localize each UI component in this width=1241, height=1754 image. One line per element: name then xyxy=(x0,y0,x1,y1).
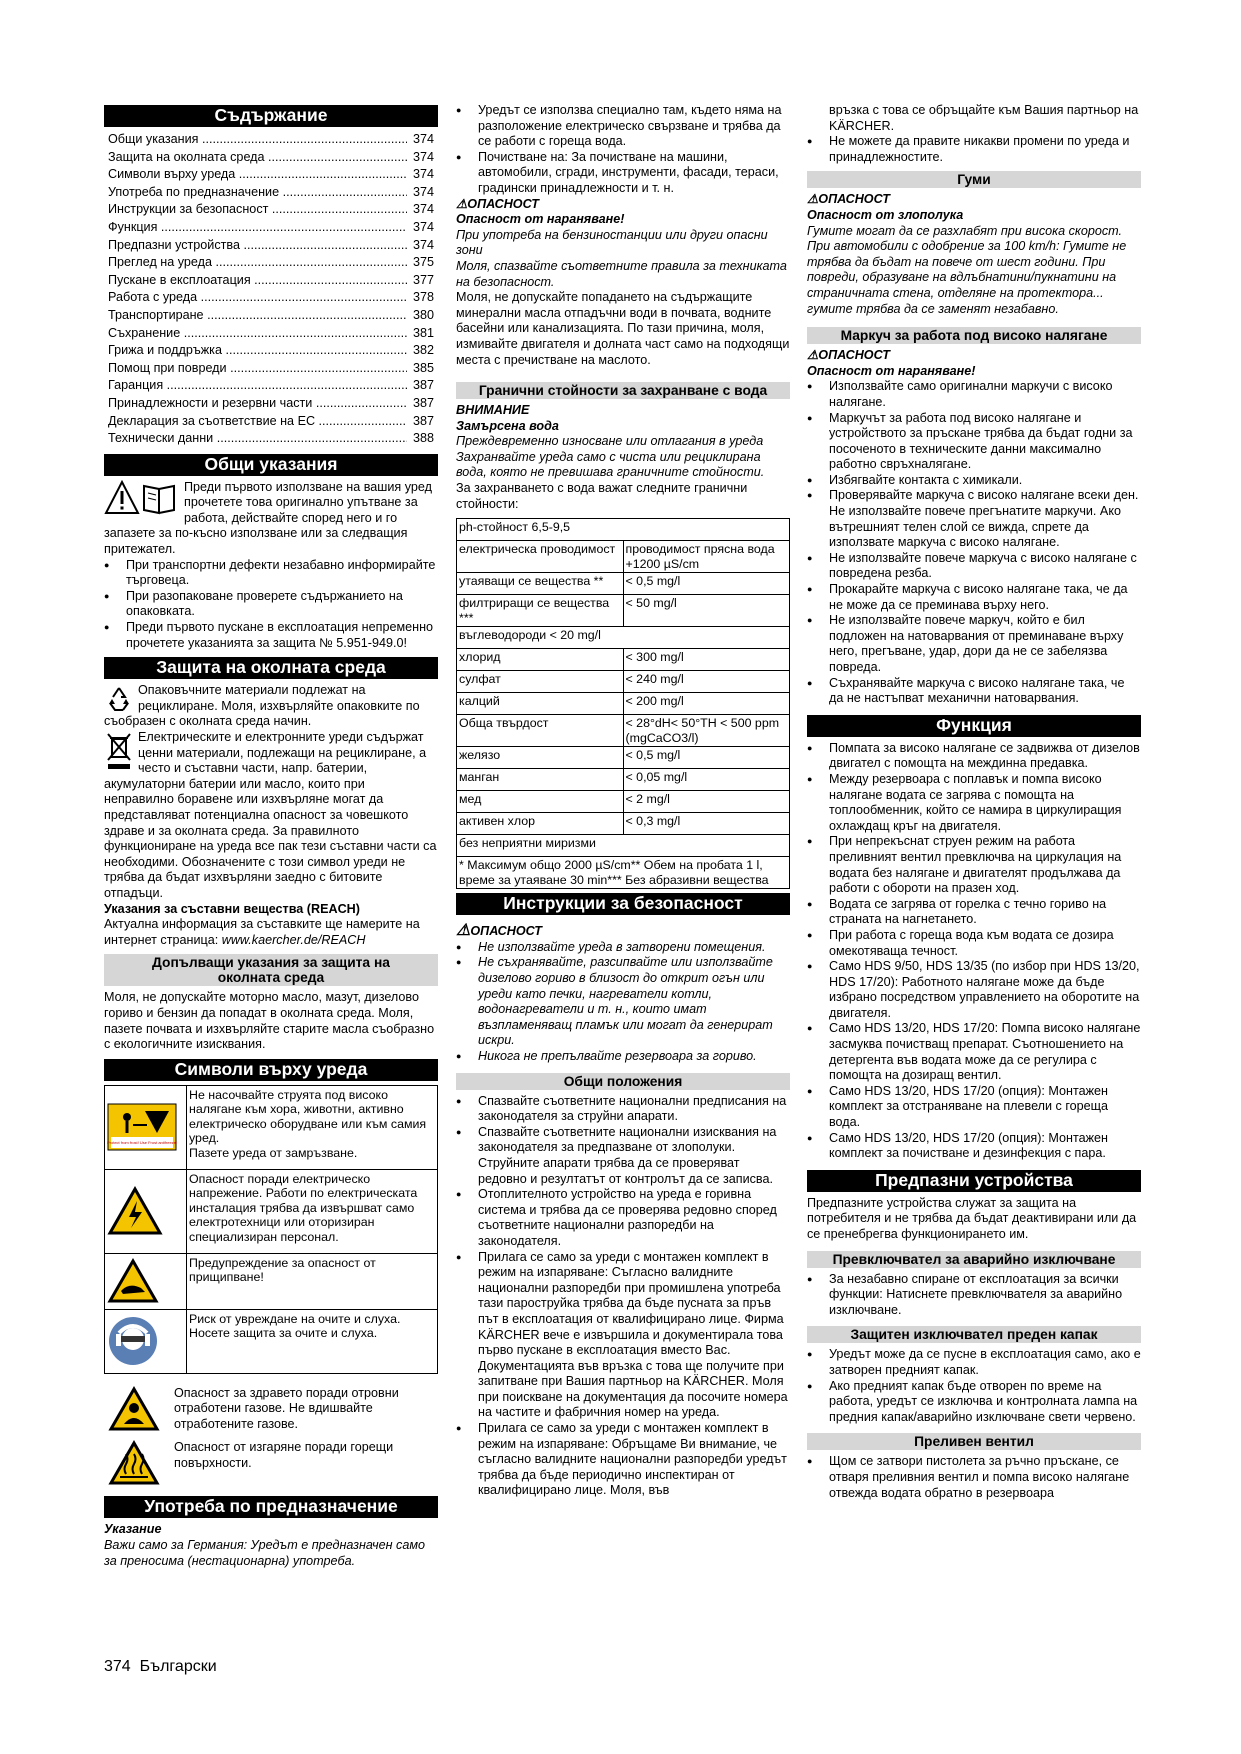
table-row xyxy=(457,693,790,715)
reach-text: Актуална информация за съставките ще намерите на интернет страница: www.kaercher.de/REACH xyxy=(104,917,420,947)
toc-entry-label: Принадлежности и резервни части ..... xyxy=(108,395,407,413)
table-cell: < 240 mg/l xyxy=(623,671,790,693)
list-item: ● Само HDS 9/50, HDS 13/35 (по избор при HDS 13/20, HDS 17/20): Работното налягане може да бъде избрано посредством управлението на оборотите на двигателя. xyxy=(807,959,1141,1021)
list-item: ● Не използвайте повече маркуч, който е бил подложен на натоварвания от преминаване върху него, прегъване, удар, дори да не се забелязва повреда. xyxy=(807,613,1141,675)
table-of-contents xyxy=(104,131,438,448)
intended-note: Указание xyxy=(104,1522,162,1537)
list-item: ● Почистване на: За почистване на машини, автомобили, сгради, инструменти, фасади, тераси, градински принадлежности и т. н. xyxy=(456,150,790,197)
general-intro: Преди първото използване на вашия уред прочетете това оригинално упътване за работа, действайте според него и го запазете за по-късно използване или за следващия притежател. xyxy=(104,479,432,557)
list-item: ● При разопаковане проверете съдържанието на опаковката. xyxy=(104,589,438,620)
overflow-title: Преливен вентил xyxy=(807,1433,1141,1450)
warning-read-manual-icon xyxy=(104,480,178,516)
table-row xyxy=(457,857,790,889)
toc-entry xyxy=(104,272,438,290)
toc-entry-label: Помощ при повреди ..... xyxy=(108,360,407,378)
intended-danger-title: Опасност от нараняване! xyxy=(456,212,625,227)
page-number: 374 xyxy=(104,1658,131,1675)
toc-entry-page: 387 xyxy=(412,395,434,410)
emergency-item: ● За незабавно спиране от експлоатация за всички функции: Натиснете превключвателя за аварийно изключване. xyxy=(807,1272,1141,1319)
symbol-protection-cell xyxy=(105,1309,187,1373)
list-item: ● Отоплителното устройство на уреда е горивна система и трябва да се проверява редовно според съответните национални разпоредби на законодателя. xyxy=(456,1187,790,1249)
emergency-title: Превключвател за аварийно изключване xyxy=(807,1251,1141,1268)
table-cell: < 50 mg/l xyxy=(623,595,790,627)
toc-entry-label: Функция ..... xyxy=(108,219,407,237)
table-cell: < 0,3 mg/l xyxy=(623,813,790,835)
list-item: ● Не съхранявайте, разсипвайте или използвайте дизелово гориво в близост до открит огън или уреди като печки, нагреватели котли, водонагреватели и т. н., които имат възпламеняващ пламък или могат да генерират искри. xyxy=(456,955,790,1049)
toc-title: Съдържание xyxy=(104,105,438,127)
table-cell: проводимост прясна вода +1200 µS/cm xyxy=(623,541,790,573)
toc-entry-label: Инструкции за безопасност ..... xyxy=(108,201,407,219)
safety-list xyxy=(456,940,790,1065)
toc-entry xyxy=(104,131,438,149)
toc-entry-page: 377 xyxy=(412,272,434,287)
hose-sub: Опасност от нараняване! xyxy=(807,363,976,378)
reach-title: Указания за съставни вещества (REACH) xyxy=(104,901,360,916)
toc-entry-label: Общи указания ..... xyxy=(108,131,407,149)
symbol-voltage-text: Опасност поради електрическо напрежение. Работи по електрическата инсталация трябва да извършват само електротехници или оторизиран специализиран персонал. xyxy=(189,1171,418,1244)
symbol-jet-cell xyxy=(105,1085,187,1169)
table-row xyxy=(457,813,790,835)
toc-entry-page: 381 xyxy=(412,325,434,340)
toc-entry xyxy=(104,237,438,255)
table-cell: електрическа проводимост xyxy=(457,541,624,573)
toc-entry xyxy=(104,201,438,219)
toc-entry-page: 387 xyxy=(412,413,434,428)
table-cell: без неприятни миризми xyxy=(457,835,790,857)
list-item: ● Маркучът за работа под високо налягане и устройството за пръскане трябва да бъдат годни за посоченото в техническите данни максимално работно свръхналягане. xyxy=(807,411,1141,473)
toc-entry-page: 374 xyxy=(412,184,434,199)
table-cell: желязо xyxy=(457,747,624,769)
toc-entry xyxy=(104,430,438,448)
cover-title: Защитен изключвател преден капак xyxy=(807,1326,1141,1343)
overflow-item: ● Щом се затвори пистолета за ръчно пръскане, се отваря преливния вентил и помпа високо налягане отвежда водата обратно в резервоара xyxy=(807,1454,1141,1501)
column-1 xyxy=(104,103,438,1569)
table-cell: < 0,05 mg/l xyxy=(623,769,790,791)
water-caution: ВНИМАНИЕ xyxy=(456,403,530,418)
table-row xyxy=(457,627,790,649)
symbol-pinch-text: Предупреждение за опасност от прищипване! xyxy=(189,1255,376,1285)
toc-entry xyxy=(104,219,438,237)
intended-danger-t1: При употреба на бензиностанции или други опасни зони xyxy=(456,227,768,258)
no-jet-at-people-icon xyxy=(107,1103,177,1151)
toc-entry xyxy=(104,289,438,307)
intended-danger-t2: Моля, спазвайте съответните правила за техниката на безопасност. xyxy=(456,258,787,289)
list-item: ● Уредът се използва специално там, където няма на разположение електрическо свързване и трябва да се работи с гореща вода. xyxy=(456,103,790,150)
table-cell: < 300 mg/l xyxy=(623,649,790,671)
column-2 xyxy=(456,103,790,1499)
function-title: Функция xyxy=(807,715,1141,737)
list-item: ● Ако предният капак бъде отворен по време на работа, уредът се изключва и контролната лампа на предния капак/аварийно изключване свети червено. xyxy=(807,1379,1141,1426)
protection-title: Предпазни устройства xyxy=(807,1170,1141,1192)
list-item: ● Помпата за високо налягане се задвижва от дизелов двигател с помощта на междинна предавка. xyxy=(807,741,1141,772)
cont-text: връзка с това се обръщайте към Вашия партньор на KÄRCHER. xyxy=(829,103,1139,133)
crossed-bin-icon xyxy=(106,732,132,770)
table-row xyxy=(457,541,790,573)
intended-danger: ⚠ОПАСНОСТ xyxy=(456,196,539,211)
env-electronics-text: Електрическите и електронните уреди съдържат ценни материали, подлежащи на рециклиране, а често и съставни части, напр. батерии, акумулаторни батерии или масло, които при неправилно боравене или изхвърляне могат да представляват потенциална опасност за човешкото здраве и за околната среда. За правилното функциониране на уреда все пак тези съставни части са необходими. Обозначените с този символ уреди не трябва да бъдат изхвърляни заедно с битовите отпадъци. xyxy=(104,730,437,900)
table-cell: ph-стойност 6,5-9,5 xyxy=(457,519,790,541)
toc-entry-label: Предпазни устройства ..... xyxy=(108,237,407,255)
toxic-exhaust-icon xyxy=(108,1386,160,1432)
intended-note-text: Важи само за Германия: Уредът е предназначен само за преносима (нестационарна) употреба. xyxy=(104,1538,425,1568)
table-cell: < 0,5 mg/l xyxy=(623,747,790,769)
toc-entry-label: Работа с уреда ..... xyxy=(108,289,407,307)
table-row xyxy=(457,747,790,769)
list-item: ● Избягвайте контакта с химикали. xyxy=(807,473,1141,489)
toc-entry-label: Символи върху уреда ..... xyxy=(108,166,407,184)
hot-surface-text: Опасност от изгаряне поради горещи повърхности. xyxy=(174,1440,394,1471)
toc-entry xyxy=(104,325,438,343)
toc-entry-page: 374 xyxy=(412,219,434,234)
table-row xyxy=(457,835,790,857)
list-item: ● Прокарайте маркуча с високо налягане така, че да не може да се преминава върху него. xyxy=(807,582,1141,613)
toc-entry-label: Защита на околната среда ..... xyxy=(108,149,407,167)
warning-triangle-icon: ⚠ xyxy=(456,196,468,211)
list-item: ● Проверявайте маркуча с високо налягане всеки ден. Не използвайте повече прегънатите маркучи. Ако вътрешният телен слой се вижда, спрете да използвате маркуча с високо налягане. xyxy=(807,488,1141,550)
table-row xyxy=(457,595,790,627)
env-extra-title: Допълващи указания за защита на околната среда xyxy=(104,954,438,986)
table-cell: < 0,5 mg/l xyxy=(623,573,790,595)
toc-entry xyxy=(104,149,438,167)
toc-entry-page: 374 xyxy=(412,149,434,164)
general-provisions-list xyxy=(456,1094,790,1499)
warning-triangle-icon: ⚠ xyxy=(807,348,819,363)
intended-text: Моля, не допускайте попадането на съдържащите минерални масла отпадъчни води в почвата, водните басейни или канализацията. По тази причина, моля, измивайте двигателя и долната част само на подходящи места с пречистване на маслото. xyxy=(456,290,790,367)
water-italic: Преждевременно износване или отлагания в уреда Захранвайте уреда само с чиста или рециклирана вода, която не превишава граничните стойности. xyxy=(456,434,765,480)
table-cell: утаяващи се вещества ** xyxy=(457,573,624,595)
toc-entry-label: Преглед на уреда ..... xyxy=(108,254,407,272)
toc-entry xyxy=(104,166,438,184)
list-item: ● Само HDS 13/20, HDS 17/20 (опция): Монтажен комплект за почистване и дезинфекция с пара. xyxy=(807,1131,1141,1162)
table-row xyxy=(457,649,790,671)
symbol-voltage-cell xyxy=(105,1169,187,1253)
hose-danger: ⚠ОПАСНОСТ xyxy=(807,348,890,363)
table-cell: * Максимум общо 2000 µS/cm** Обем на пробата 1 l, време за утаяване 30 min*** Без абразивни вещества xyxy=(457,857,790,889)
protection-text: Предпазните устройства служат за защита на потребителя и не трябва да бъдат деактивирани или да се пренебрегва функционирането им. xyxy=(807,1195,1137,1241)
toc-entry-label: Декларация за съответствие на ЕС ..... xyxy=(108,413,407,431)
table-cell: < 2 mg/l xyxy=(623,791,790,813)
page-language: Български xyxy=(139,1658,217,1675)
recycle-icon xyxy=(106,685,132,711)
table-cell: калций xyxy=(457,693,624,715)
frost-label-text: Protect from frost! Use Frost antifreeze! xyxy=(107,1140,177,1146)
reach-link[interactable]: www.kaercher.de/REACH xyxy=(221,932,366,947)
table-cell: активен хлор xyxy=(457,813,624,835)
toc-entry xyxy=(104,254,438,272)
table-cell: хлорид xyxy=(457,649,624,671)
table-cell: въглеводороди < 20 mg/l xyxy=(457,627,790,649)
toc-entry-page: 375 xyxy=(412,255,434,270)
table-row xyxy=(457,519,790,541)
exhaust-warning-text: Опасност за здравето поради отровни отработени газове. Не вдишвайте отработените газове. xyxy=(174,1385,399,1431)
toc-entry-label: Транспортиране ..... xyxy=(108,307,407,325)
toc-entry-page: 374 xyxy=(412,167,434,182)
list-item: ● Не използвайте повече маркуча с високо налягане с повредена резба. xyxy=(807,551,1141,582)
symbol-pinch-cell xyxy=(105,1253,187,1309)
general-list xyxy=(104,558,438,652)
safety-title: Инструкции за безопасност xyxy=(456,893,790,915)
toc-entry xyxy=(104,184,438,202)
table-row xyxy=(457,791,790,813)
tyres-title: Гуми xyxy=(807,171,1141,188)
tyres-sub: Опасност от злополука xyxy=(807,207,964,222)
cont-item: ● Не можете да правите никакви промени по уреда и принадлежностите. xyxy=(807,134,1141,165)
intended-title: Употреба по предназначение xyxy=(104,1496,438,1518)
water-text: За захранването с вода важат следните гранични стойности: xyxy=(456,481,748,511)
tyres-danger: ⚠ОПАСНОСТ xyxy=(807,192,890,207)
general-title: Общи указания xyxy=(104,454,438,476)
toc-entry xyxy=(104,413,438,431)
list-item: ● Не използвайте уреда в затворени помещения. xyxy=(456,940,790,956)
warning-triangle-icon: ⚠ xyxy=(456,922,471,940)
eye-ear-protection-icon xyxy=(107,1315,159,1367)
toc-entry-label: Употреба по предназначение ..... xyxy=(108,184,407,202)
list-item: ● Уредът може да се пусне в експлоатация само, ако е затворен предният капак. xyxy=(807,1347,1141,1378)
env-title: Защита на околната среда xyxy=(104,657,438,679)
function-list xyxy=(807,741,1141,1162)
general-provisions-title: Общи положения xyxy=(456,1073,790,1090)
symbol-protection-text: Риск от увреждане на очите и слуха. Носете защита за очите и слуха. xyxy=(189,1311,401,1341)
table-cell: мед xyxy=(457,791,624,813)
list-item: ● Само HDS 13/20, HDS 17/20 (опция): Монтажен комплект за отстраняване на плевели с гореща вода. xyxy=(807,1084,1141,1131)
list-item: ● Между резервоара с поплавък и помпа високо налягане водата се загрява с помощта на топлообменник, който се намира в циркулиращия охлаждащ кръг на двигателя. xyxy=(807,772,1141,834)
tyres-text: Гумите могат да се разхлабят при висока скорост. При автомобили с одобрение за 100 km/h: Гумите не трябва да бъдат на повече от шест години. При повреди, образуване на вдлъбнатини/пукнатини на страничната стена, отделяне на протектора... гумите трябва да се заменят незабавно. xyxy=(807,223,1127,316)
table-cell: Обща твърдост xyxy=(457,715,624,747)
list-item: ● При транспортни дефекти незабавно информирайте търговеца. xyxy=(104,558,438,589)
pinch-hazard-icon xyxy=(107,1258,159,1304)
table-cell: < 28°dH< 50°TH < 500 ppm (mgCaCO3/l) xyxy=(623,715,790,747)
toc-entry xyxy=(104,360,438,378)
toc-entry xyxy=(104,377,438,395)
env-packaging-text: Опаковъчните материали подлежат на рециклиране. Моля, изхвърляйте опаковките по съобразен с околната среда начин. xyxy=(104,683,420,729)
hot-surface-icon xyxy=(108,1440,160,1486)
toc-entry-page: 374 xyxy=(412,132,434,146)
list-item: ● Прилага се само за уреди с монтажен комплект в режим на изпаряване: Обръщаме Ви внимание, че съгласно валидните национални разпоредби уредът трябва да бъде периодично инспектиран от квалифицирано лице. Моля, във xyxy=(456,1421,790,1499)
toc-entry-page: 388 xyxy=(412,431,434,446)
table-cell: филтриращи се вещества *** xyxy=(457,595,624,627)
electric-voltage-icon xyxy=(107,1186,163,1236)
list-item: ● Спазвайте съответните национални предписания на законодателя за струйни апарати. xyxy=(456,1094,790,1125)
toc-entry-label: Грижа и поддръжка ..... xyxy=(108,342,407,360)
table-row xyxy=(457,573,790,595)
list-item: ● Използвайте само оригинални маркучи с високо налягане. xyxy=(807,379,1141,410)
toc-entry-page: 374 xyxy=(412,202,434,217)
hose-title: Маркуч за работа под високо налягане xyxy=(807,327,1141,344)
list-item: ● Никога не препълвайте резервоара за гориво. xyxy=(456,1049,790,1065)
safety-danger: ⚠ОПАСНОСТ xyxy=(456,922,542,940)
table-cell: сулфат xyxy=(457,671,624,693)
toc-entry-page: 385 xyxy=(412,360,434,375)
toc-entry-page: 374 xyxy=(412,237,434,252)
list-item: ● При непрекъснат струен режим на работа преливният вентил превключва на циркулация на водата без налягане и двигателят продължава да работи с обороти на празен ход. xyxy=(807,834,1141,896)
symbols-table xyxy=(104,1085,438,1374)
symbol-frost-text: Пазете уреда от замръзване. xyxy=(189,1145,358,1160)
table-row xyxy=(457,769,790,791)
toc-entry-page: 382 xyxy=(412,343,434,358)
list-item: ● Спазвайте съответните национални изисквания на законодателя за предпазване от злополуки. Струйните апарати трябва да се проверяват редовно и резултатът от контролът да се записва. xyxy=(456,1125,790,1187)
toc-entry-page: 387 xyxy=(412,378,434,393)
toc-entry-label: Пускане в експлоатация ..... xyxy=(108,272,407,290)
hose-list xyxy=(807,379,1141,706)
table-cell: манган xyxy=(457,769,624,791)
symbols-title: Символи върху уреда xyxy=(104,1059,438,1081)
toc-entry xyxy=(104,395,438,413)
warning-triangle-icon: ⚠ xyxy=(807,192,819,207)
env-extra-text: Моля, не допускайте моторно масло, мазут, дизелово гориво и бензин да попадат в околната среда. Моля, пазете почвата и изхвърляйте старите масла съобразно с екологичните изисквания. xyxy=(104,990,435,1052)
column-3 xyxy=(807,103,1141,1501)
symbol-jet-text: Не насочвайте струята под високо налягане към хора, животни, активно електрическо оборудване или към самия уред. xyxy=(189,1087,427,1146)
table-row xyxy=(457,671,790,693)
list-item: ● Преди първото пускане в експлоатация непременно прочетете указанията за защита № 5.951-949.0! xyxy=(104,620,438,651)
list-item: ● Само HDS 13/20, HDS 17/20: Помпа високо налягане засмуква почистващ препарат. Съотношението на детергента във водата може да се регулира с помощта на дозиращ вентил. xyxy=(807,1021,1141,1083)
water-title: Гранични стойности за захранване с вода xyxy=(456,382,790,399)
water-sub: Замърсена вода xyxy=(456,418,559,433)
table-row xyxy=(457,715,790,747)
toc-entry-label: Гаранция ..... xyxy=(108,377,407,395)
list-item: ● Водата се загрява от горелка с течно гориво на страната на нагнетането. xyxy=(807,897,1141,928)
list-item: ● При работа с гореща вода към водата се дозира омекотяваща течност. xyxy=(807,928,1141,959)
list-item: ● Съхранявайте маркуча с високо налягане така, че да не настъпват механични натоварвания. xyxy=(807,676,1141,707)
toc-entry-page: 378 xyxy=(412,290,434,305)
toc-entry-page: 380 xyxy=(412,307,434,322)
cover-list xyxy=(807,1347,1141,1425)
toc-entry xyxy=(104,307,438,325)
toc-entry xyxy=(104,342,438,360)
page-footer xyxy=(104,1658,217,1676)
intended-list xyxy=(456,103,790,197)
table-cell: < 200 mg/l xyxy=(623,693,790,715)
list-item: ● Прилага се само за уреди с монтажен комплект в режим на изпаряване: Съгласно валидните национални разпоредби при промишлена употреба тази пароструйка трябва да бъде пусната за пръв път в експлоатация от квалифицирано лице. Фирма KÄRCHER вече е извършила и документирала това първо пускане в експлоатация вместо Вас. Документацията във връзка с това ще получите при запитване при Вашия партньор на KÄRCHER. Моля при поискване на документация да посочите номера на частите и фабричния номер на уреда. xyxy=(456,1250,790,1422)
water-limits-table xyxy=(456,518,790,889)
toc-entry-label: Съхранение ..... xyxy=(108,325,407,343)
toc-entry-label: Технически данни ..... xyxy=(108,430,407,448)
